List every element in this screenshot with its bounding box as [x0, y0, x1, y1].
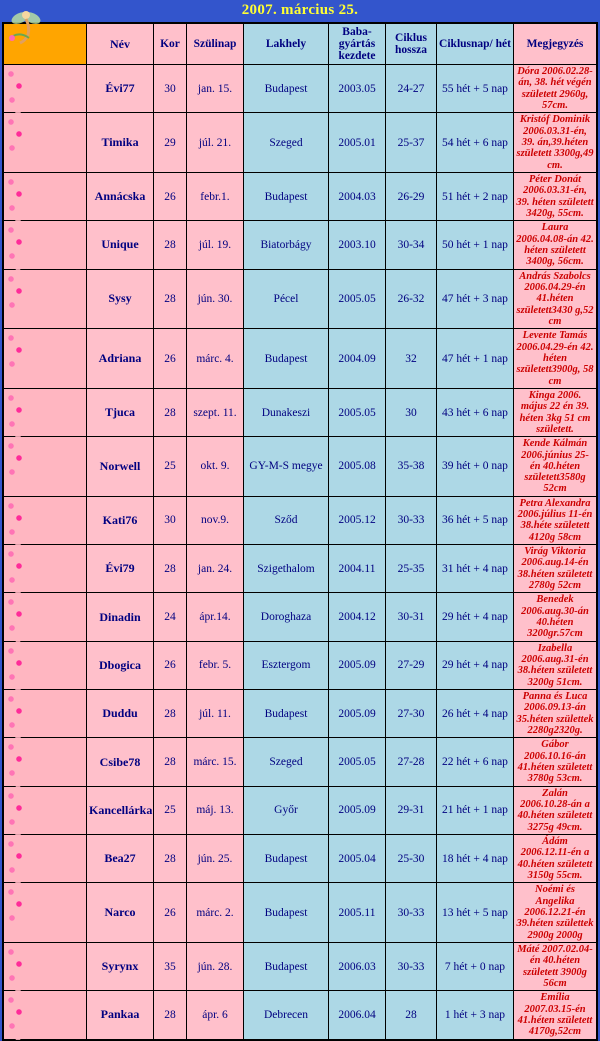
decoration-cell — [4, 883, 87, 943]
table-row — [4, 545, 597, 593]
cell-birthday: ápr.14. — [187, 593, 244, 641]
table-row — [4, 221, 597, 269]
cell-note: Izabella 2006.aug.31-én 38.héten született 3200g 51cm. — [514, 641, 597, 689]
cell-note: Benedek 2006.aug.30-án 40.héten 3200gr.57cm — [514, 593, 597, 641]
cell-age: 29 — [154, 113, 187, 173]
column-header-birthday: Szülinap — [187, 24, 244, 65]
cell-cycle-day: 7 hét + 0 nap — [437, 942, 514, 990]
cell-cycle-day: 31 hét + 4 nap — [437, 545, 514, 593]
cell-city: Budapest — [244, 65, 329, 113]
cell-cycle-length: 25-30 — [386, 835, 437, 883]
cell-name: Dinadin — [87, 593, 154, 641]
cell-note: Máté 2007.02.04-én 40.héten született 3900g 56cm — [514, 942, 597, 990]
flower-strip-icon — [5, 66, 25, 113]
cell-city: GY-M-S megye — [244, 437, 329, 497]
cell-start: 2005.05 — [329, 388, 386, 436]
cell-note: Panna és Luca 2006.09.13-án 35.héten születtek 2280g2320g. — [514, 690, 597, 738]
cell-age: 26 — [154, 172, 187, 220]
decoration-cell — [4, 545, 87, 593]
flower-strip-icon — [5, 992, 25, 1039]
flower-strip-icon — [5, 788, 25, 835]
cell-cycle-day: 1 hét + 3 nap — [437, 991, 514, 1039]
cell-note: Emília 2007.03.15-én 41.héten született 4170g,52cm — [514, 991, 597, 1039]
cell-birthday: febr. 5. — [187, 641, 244, 689]
cell-start: 2006.03 — [329, 942, 386, 990]
cell-name: Pankaa — [87, 991, 154, 1039]
cell-age: 25 — [154, 437, 187, 497]
table-row — [4, 942, 597, 990]
decoration-cell — [4, 835, 87, 883]
decoration-cell — [4, 786, 87, 834]
cell-cycle-length: 30-34 — [386, 221, 437, 269]
cell-start: 2005.09 — [329, 690, 386, 738]
cell-cycle-day: 21 hét + 1 nap — [437, 786, 514, 834]
cell-cycle-day: 36 hét + 5 nap — [437, 496, 514, 544]
cell-note: Levente Tamás 2006.04.29-én 42. héten született3900g, 58 cm — [514, 329, 597, 389]
cell-start: 2004.11 — [329, 545, 386, 593]
cell-age: 28 — [154, 835, 187, 883]
cell-city: Budapest — [244, 835, 329, 883]
cell-age: 35 — [154, 942, 187, 990]
cell-age: 30 — [154, 65, 187, 113]
cell-start: 2005.05 — [329, 269, 386, 329]
cell-birthday: júl. 11. — [187, 690, 244, 738]
cell-start: 2005.04 — [329, 835, 386, 883]
cell-age: 26 — [154, 883, 187, 943]
cell-city: Budapest — [244, 883, 329, 943]
decoration-cell — [4, 496, 87, 544]
cell-note: Ádám 2006.12.11-én a 40.héten született 3150g 55cm. — [514, 835, 597, 883]
cell-start: 2003.10 — [329, 221, 386, 269]
cell-city: Szigethalom — [244, 545, 329, 593]
cell-start: 2004.09 — [329, 329, 386, 389]
cell-city: Biatorbágy — [244, 221, 329, 269]
cell-note: Zalán 2006.10.28-án a 40.héten született 3275g 49cm. — [514, 786, 597, 834]
cell-cycle-length: 28 — [386, 991, 437, 1039]
cell-age: 28 — [154, 545, 187, 593]
table-row — [4, 172, 597, 220]
cell-birthday: ápr. 6 — [187, 991, 244, 1039]
cell-start: 2005.12 — [329, 496, 386, 544]
flower-strip-icon — [5, 222, 25, 269]
cell-cycle-length: 30-33 — [386, 942, 437, 990]
pregnancy-table — [3, 23, 597, 1040]
table-row — [4, 738, 597, 786]
cell-city: Szeged — [244, 738, 329, 786]
cell-start: 2005.05 — [329, 738, 386, 786]
cell-cycle-length: 25-37 — [386, 113, 437, 173]
decoration-cell — [4, 593, 87, 641]
cell-note: Petra Alexandra 2006.július 11-én 38.héte született 4120g 58cm — [514, 496, 597, 544]
cell-cycle-day: 47 hét + 3 nap — [437, 269, 514, 329]
cell-note: Dóra 2006.02.28-án, 38. hét végén született 2960g, 57cm. — [514, 65, 597, 113]
cell-start: 2005.09 — [329, 786, 386, 834]
flower-strip-icon — [5, 438, 25, 497]
table-row — [4, 835, 597, 883]
cell-cycle-length: 35-38 — [386, 437, 437, 497]
cell-city: Szeged — [244, 113, 329, 173]
cell-city: Sződ — [244, 496, 329, 544]
flower-strip-icon — [5, 114, 25, 173]
table-header — [4, 24, 597, 65]
cell-birthday: jún. 30. — [187, 269, 244, 329]
cell-city: Budapest — [244, 942, 329, 990]
decoration-cell — [4, 329, 87, 389]
cell-age: 28 — [154, 269, 187, 329]
decoration-cell — [4, 641, 87, 689]
cell-name: Sysy — [87, 269, 154, 329]
cell-cycle-day: 26 hét + 4 nap — [437, 690, 514, 738]
cell-age: 28 — [154, 991, 187, 1039]
cell-cycle-length: 30-31 — [386, 593, 437, 641]
column-header-start: Baba-gyártás kezdete — [329, 24, 386, 65]
cell-name: Kancellárka — [87, 786, 154, 834]
table-row — [4, 269, 597, 329]
fairy-icon — [3, 2, 49, 46]
table-row — [4, 113, 597, 173]
table-container — [2, 22, 598, 1041]
cell-start: 2005.11 — [329, 883, 386, 943]
flower-strip-icon — [5, 739, 25, 786]
cell-age: 26 — [154, 641, 187, 689]
cell-note: Noémi és Angelika 2006.12.21-én 39.héten születtek 2900g 2000g — [514, 883, 597, 943]
column-header-age: Kor — [154, 24, 187, 65]
table-row — [4, 786, 597, 834]
cell-cycle-length: 30-33 — [386, 496, 437, 544]
cell-city: Budapest — [244, 329, 329, 389]
table-row — [4, 593, 597, 641]
cell-cycle-day: 22 hét + 6 nap — [437, 738, 514, 786]
cell-cycle-length: 32 — [386, 329, 437, 389]
table-row — [4, 437, 597, 497]
cell-cycle-day: 55 hét + 5 nap — [437, 65, 514, 113]
cell-name: Duddu — [87, 690, 154, 738]
flower-strip-icon — [5, 691, 25, 738]
decoration-cell — [4, 991, 87, 1039]
decoration-cell — [4, 269, 87, 329]
flower-strip-icon — [5, 884, 25, 943]
cell-birthday: márc. 2. — [187, 883, 244, 943]
column-header-city: Lakhely — [244, 24, 329, 65]
column-header-note: Megjegyzés — [514, 24, 597, 65]
cell-name: Tjuca — [87, 388, 154, 436]
decoration-cell — [4, 113, 87, 173]
decoration-cell — [4, 942, 87, 990]
cell-age: 24 — [154, 593, 187, 641]
table-header-row — [4, 24, 597, 65]
table-row — [4, 329, 597, 389]
column-header-cycle-day: Ciklusnap/ hét — [437, 24, 514, 65]
cell-name: Bea27 — [87, 835, 154, 883]
cell-age: 26 — [154, 329, 187, 389]
flower-strip-icon — [5, 643, 25, 690]
cell-cycle-day: 43 hét + 6 nap — [437, 388, 514, 436]
cell-city: Budapest — [244, 690, 329, 738]
cell-name: Narco — [87, 883, 154, 943]
cell-city: Debrecen — [244, 991, 329, 1039]
cell-city: Esztergom — [244, 641, 329, 689]
cell-name: Csibe78 — [87, 738, 154, 786]
cell-cycle-length: 27-29 — [386, 641, 437, 689]
decoration-cell — [4, 690, 87, 738]
decoration-cell — [4, 388, 87, 436]
flower-strip-icon — [5, 498, 25, 545]
flower-strip-icon — [5, 390, 25, 437]
flower-strip-icon — [5, 174, 25, 221]
cell-age: 28 — [154, 690, 187, 738]
cell-name: Dbogica — [87, 641, 154, 689]
cell-birthday: júl. 21. — [187, 113, 244, 173]
flower-strip-icon — [5, 330, 25, 389]
table-row — [4, 641, 597, 689]
cell-cycle-length: 29-31 — [386, 786, 437, 834]
cell-note: Péter Donát 2006.03.31-én, 39. héten született 3420g, 55cm. — [514, 172, 597, 220]
flower-strip-icon — [5, 836, 25, 883]
cell-start: 2004.03 — [329, 172, 386, 220]
cell-name: Unique — [87, 221, 154, 269]
decoration-cell — [4, 221, 87, 269]
cell-age: 25 — [154, 786, 187, 834]
table-row — [4, 991, 597, 1039]
cell-cycle-length: 25-35 — [386, 545, 437, 593]
cell-start: 2003.05 — [329, 65, 386, 113]
cell-name: Kati76 — [87, 496, 154, 544]
cell-name: Évi77 — [87, 65, 154, 113]
table-row — [4, 65, 597, 113]
cell-cycle-length: 26-32 — [386, 269, 437, 329]
cell-start: 2004.12 — [329, 593, 386, 641]
page-title: 2007. március 25. — [241, 2, 359, 18]
cell-cycle-day: 13 hét + 5 nap — [437, 883, 514, 943]
cell-city: Pécel — [244, 269, 329, 329]
cell-cycle-day: 51 hét + 2 nap — [437, 172, 514, 220]
decoration-cell — [4, 738, 87, 786]
cell-birthday: szept. 11. — [187, 388, 244, 436]
decoration-column-header — [4, 24, 87, 65]
column-header-name: Név — [87, 24, 154, 65]
cell-cycle-length: 27-28 — [386, 738, 437, 786]
cell-start: 2006.04 — [329, 991, 386, 1039]
cell-cycle-day: 18 hét + 4 nap — [437, 835, 514, 883]
cell-birthday: júl. 19. — [187, 221, 244, 269]
cell-age: 28 — [154, 738, 187, 786]
cell-note: Gábor 2006.10.16-án 41.héten született 3780g 53cm. — [514, 738, 597, 786]
cell-start: 2005.09 — [329, 641, 386, 689]
cell-cycle-length: 30-33 — [386, 883, 437, 943]
column-header-cycle-length: Ciklus hossza — [386, 24, 437, 65]
cell-city: Győr — [244, 786, 329, 834]
cell-cycle-length: 27-30 — [386, 690, 437, 738]
cell-birthday: okt. 9. — [187, 437, 244, 497]
cell-note: Kende Kálmán 2006.június 25-én 40.héten született3580g 52cm — [514, 437, 597, 497]
cell-start: 2005.08 — [329, 437, 386, 497]
cell-name: Évi79 — [87, 545, 154, 593]
cell-birthday: jan. 24. — [187, 545, 244, 593]
cell-name: Timika — [87, 113, 154, 173]
cell-cycle-day: 54 hét + 6 nap — [437, 113, 514, 173]
cell-birthday: nov.9. — [187, 496, 244, 544]
cell-age: 28 — [154, 221, 187, 269]
flower-strip-icon — [5, 271, 25, 330]
table-body — [4, 65, 597, 1040]
cell-cycle-day: 29 hét + 4 nap — [437, 593, 514, 641]
cell-birthday: márc. 15. — [187, 738, 244, 786]
cell-note: Kinga 2006. május 22 én 39. héten 3kg 51 cm született. — [514, 388, 597, 436]
cell-cycle-length: 30 — [386, 388, 437, 436]
decoration-cell — [4, 172, 87, 220]
cell-birthday: máj. 13. — [187, 786, 244, 834]
cell-name: Adriana — [87, 329, 154, 389]
cell-cycle-length: 24-27 — [386, 65, 437, 113]
flower-strip-icon — [5, 546, 25, 593]
cell-note: András Szabolcs 2006.04.29-én 41.héten született3430 g,52 cm — [514, 269, 597, 329]
cell-age: 30 — [154, 496, 187, 544]
cell-birthday: márc. 4. — [187, 329, 244, 389]
cell-cycle-day: 39 hét + 0 nap — [437, 437, 514, 497]
cell-name: Syrynx — [87, 942, 154, 990]
cell-age: 28 — [154, 388, 187, 436]
flower-strip-icon — [5, 944, 25, 991]
cell-cycle-day: 29 hét + 4 nap — [437, 641, 514, 689]
table-row — [4, 496, 597, 544]
cell-note: Virág Viktoria 2006.aug.14-én 38.héten született 2780g 52cm — [514, 545, 597, 593]
cell-name: Norwell — [87, 437, 154, 497]
cell-cycle-day: 47 hét + 1 nap — [437, 329, 514, 389]
table-row — [4, 883, 597, 943]
cell-birthday: jan. 15. — [187, 65, 244, 113]
decoration-cell — [4, 437, 87, 497]
cell-note: Laura 2006.04.08-án 42. héten született 3400g, 56cm. — [514, 221, 597, 269]
cell-birthday: jún. 25. — [187, 835, 244, 883]
cell-cycle-length: 26-29 — [386, 172, 437, 220]
cell-city: Dunakeszi — [244, 388, 329, 436]
cell-city: Budapest — [244, 172, 329, 220]
table-row — [4, 388, 597, 436]
cell-note: Kristóf Dominik 2006.03.31-én, 39. án,39.héten született 3300g,49 cm. — [514, 113, 597, 173]
decoration-cell — [4, 65, 87, 113]
cell-birthday: jún. 28. — [187, 942, 244, 990]
flower-strip-icon — [5, 594, 25, 641]
cell-city: Doroghaza — [244, 593, 329, 641]
cell-start: 2005.01 — [329, 113, 386, 173]
cell-name: Annácska — [87, 172, 154, 220]
cell-birthday: febr.1. — [187, 172, 244, 220]
table-row — [4, 690, 597, 738]
cell-cycle-day: 50 hét + 1 nap — [437, 221, 514, 269]
